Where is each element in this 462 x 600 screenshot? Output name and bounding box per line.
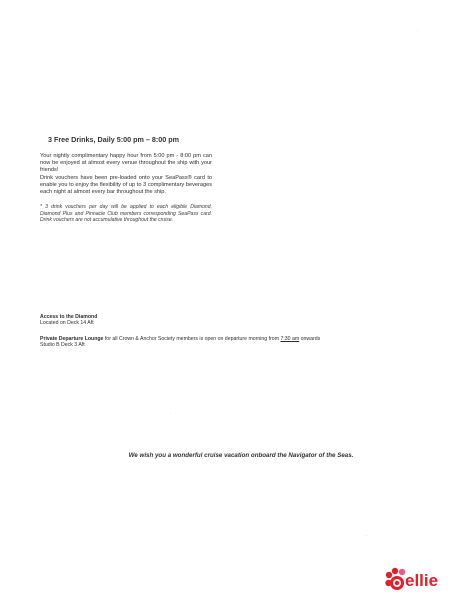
free-drinks-section	[40, 135, 212, 224]
scan-speck	[417, 30, 418, 31]
ellie-logo	[384, 567, 448, 595]
free-drinks-title: 3 Free Drinks, Daily 5:00 pm – 8:00 pm	[48, 135, 180, 144]
scan-speck	[170, 413, 171, 414]
departure-lounge-location: Studio B Deck 3 Aft	[40, 342, 85, 349]
diamond-access-location: Located on Deck 14 Aft	[40, 320, 94, 327]
scan-speck	[366, 535, 367, 536]
closing-message: We wish you a wonderful cruise vacation onboard the Navigator of the Seas.	[128, 452, 354, 459]
departure-lounge-time: 7:30 am	[280, 336, 300, 342]
logo-wordmark: ellie	[405, 571, 439, 590]
diamond-access-section	[40, 314, 97, 327]
free-drinks-paragraph-2: Drink vouchers have been pre-loaded onto your SeaPass® card to enable you to enjoy the flexibility of up to 3 complimentary beverages each night at almost every bar throughout the ship.	[40, 174, 212, 196]
free-drinks-paragraph-1: Your nightly complimentary happy hour from 5:00 pm - 8:00 pm can now be enjoyed at almost every venue throughout the ship with your friends!	[40, 153, 212, 174]
free-drinks-body	[40, 153, 212, 196]
diamond-access-title: Access to the Diamond	[40, 314, 98, 320]
departure-lounge-title: Private Departure Lounge	[40, 336, 104, 342]
departure-lounge-section	[40, 336, 430, 349]
free-drinks-footnote: * 3 drink vouchers per day will be applied to each eligible Diamond, Diamond Plus and Pinnacle Club members corresponding SeaPass card. Drink vouchers are not accumulative throughout the cruise.	[40, 204, 212, 224]
departure-lounge-text: for all Crown & Anchor Society members is open on departure morning from	[103, 336, 281, 342]
departure-lounge-onwards: onwards	[299, 336, 321, 342]
